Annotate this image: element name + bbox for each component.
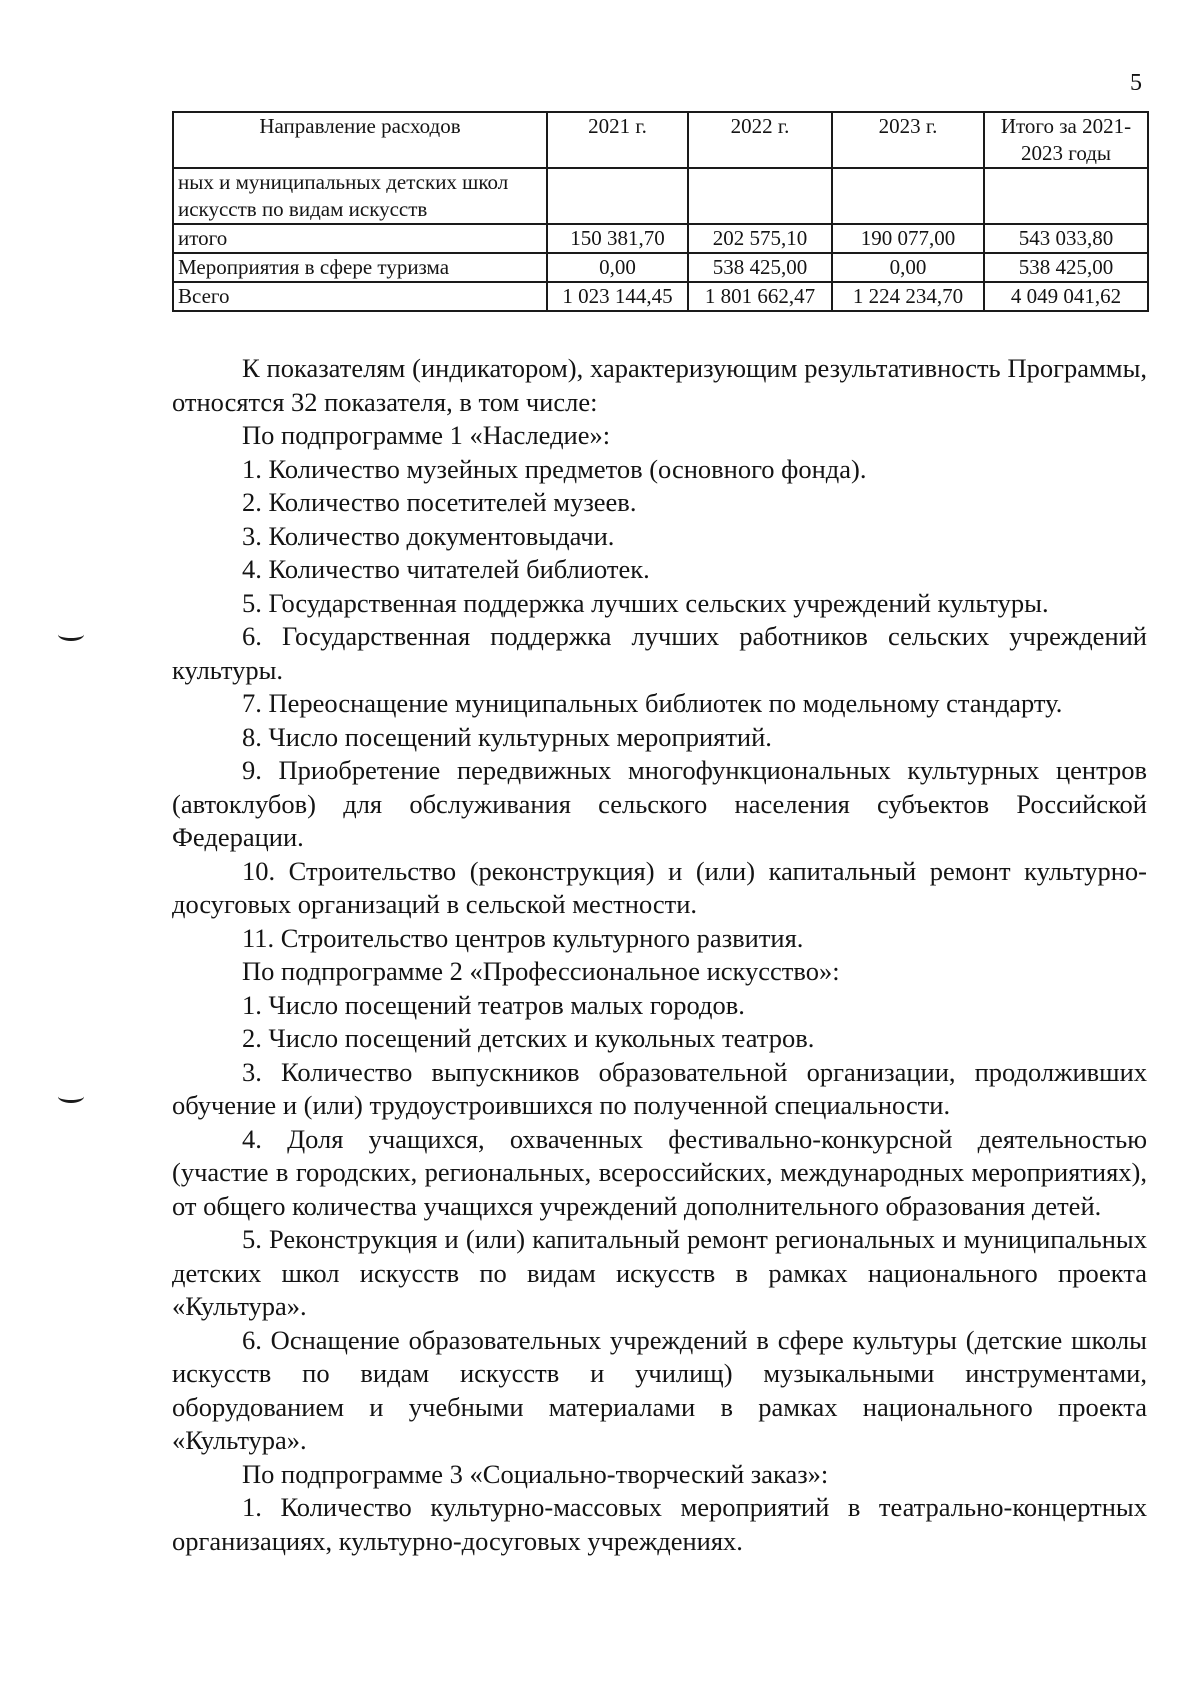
cell-total: 543 033,80: [984, 224, 1148, 253]
cell-2023: [832, 168, 984, 224]
cell-2023: 1 224 234,70: [832, 282, 984, 311]
list-item: 3. Количество выпускников образовательной организации, продолживших обучение и (или) трудоустроившихся по полученной специальности.: [172, 1056, 1147, 1120]
subprogram-heading: По подпрограмме 2 «Профессиональное искусство»:: [242, 956, 840, 986]
subprogram-heading: По подпрограмме 3 «Социально-творческий заказ»:: [242, 1458, 829, 1489]
subprogram-heading: По подпрограмме 1 «Наследие»:: [242, 420, 611, 450]
expenses-table: [172, 111, 1149, 312]
row-name: ных и муниципальных детских школ искусств по видам искусств: [173, 168, 547, 224]
list-item: 6. Государственная поддержка лучших работников сельских учреждений культуры.: [172, 621, 1147, 685]
list-item: 7. Переоснащение муниципальных библиотек по модельному стандарту.: [242, 688, 1063, 718]
body-text: [172, 352, 1147, 1558]
row-name: Мероприятия в сфере туризма: [173, 253, 547, 282]
header-direction: Направление расходов: [173, 112, 547, 168]
list-item: 9. Приобретение передвижных многофункциональных культурных центров (автоклубов) для обслуживания сельского населения субъектов Российской Федерации.: [172, 755, 1147, 852]
binding-mark: [58, 1090, 84, 1103]
cell-2023: 0,00: [832, 253, 984, 282]
list-item: 1. Количество музейных предметов (основного фонда).: [242, 453, 867, 484]
cell-2021: [547, 168, 688, 224]
cell-total: 538 425,00: [984, 253, 1148, 282]
cell-2022: 538 425,00: [688, 253, 832, 282]
list-item: 5. Реконструкция и (или) капитальный ремонт региональных и муниципальных детских школ искусств по видам искусств в рамках национального проекта «Культура».: [172, 1224, 1147, 1321]
table-row: [173, 253, 1148, 282]
row-name: Всего: [173, 282, 547, 311]
paragraph: К показателям (индикатором), характеризующим результативность Программы, относятся 32 показателя, в том числе:: [172, 353, 1147, 417]
header-2021: 2021 г.: [547, 112, 688, 168]
list-item: 4. Доля учащихся, охваченных фестивально-конкурсной деятельностью (участие в городских, региональных, всероссийских, международных мероприятиях), от общего количества учащихся учреждений дополнительного образования детей.: [172, 1123, 1147, 1221]
cell-2021: 1 023 144,45: [547, 282, 688, 311]
list-item: 6. Оснащение образовательных учреждений в сфере культуры (детские школы искусств по видам искусств и училищ) музыкальными инструментами, оборудованием и учебными материалами в рамках национального проекта «Культура».: [172, 1324, 1147, 1455]
cell-2021: 150 381,70: [547, 224, 688, 253]
header-2022: 2022 г.: [688, 112, 832, 168]
page-number: 5: [1130, 70, 1142, 96]
list-item: 8. Число посещений культурных мероприятий.: [242, 721, 772, 752]
list-item: 10. Строительство (реконструкция) и (или) капитальный ремонт культурно-досуговых организаций в сельской местности.: [172, 855, 1147, 919]
list-item: 2. Количество посетителей музеев.: [242, 487, 637, 517]
cell-2022: 202 575,10: [688, 224, 832, 253]
table-row: [173, 224, 1148, 253]
list-item: 1. Число посещений театров малых городов.: [242, 989, 745, 1020]
cell-total: [984, 168, 1148, 224]
table-row: [173, 168, 1148, 224]
list-item: 2. Число посещений детских и кукольных театров.: [242, 1023, 815, 1053]
row-name: итого: [173, 224, 547, 253]
cell-total: 4 049 041,62: [984, 282, 1148, 311]
table-row: [173, 282, 1148, 311]
header-total: Итого за 2021-2023 годы: [984, 112, 1148, 168]
table-header-row: [173, 112, 1148, 168]
list-item: 4. Количество читателей библиотек.: [242, 554, 650, 584]
cell-2021: 0,00: [547, 253, 688, 282]
binding-mark: [58, 628, 84, 641]
cell-2022: 1 801 662,47: [688, 282, 832, 311]
cell-2022: [688, 168, 832, 224]
list-item: 3. Количество документовыдачи.: [242, 520, 615, 551]
cell-2023: 190 077,00: [832, 224, 984, 253]
list-item: 5. Государственная поддержка лучших сельских учреждений культуры.: [242, 587, 1049, 618]
header-2023: 2023 г.: [832, 112, 984, 168]
list-item: 1. Количество культурно-массовых мероприятий в театрально-концертных организациях, культурно-досуговых учреждениях.: [172, 1492, 1147, 1556]
list-item: 11. Строительство центров культурного развития.: [242, 922, 804, 953]
